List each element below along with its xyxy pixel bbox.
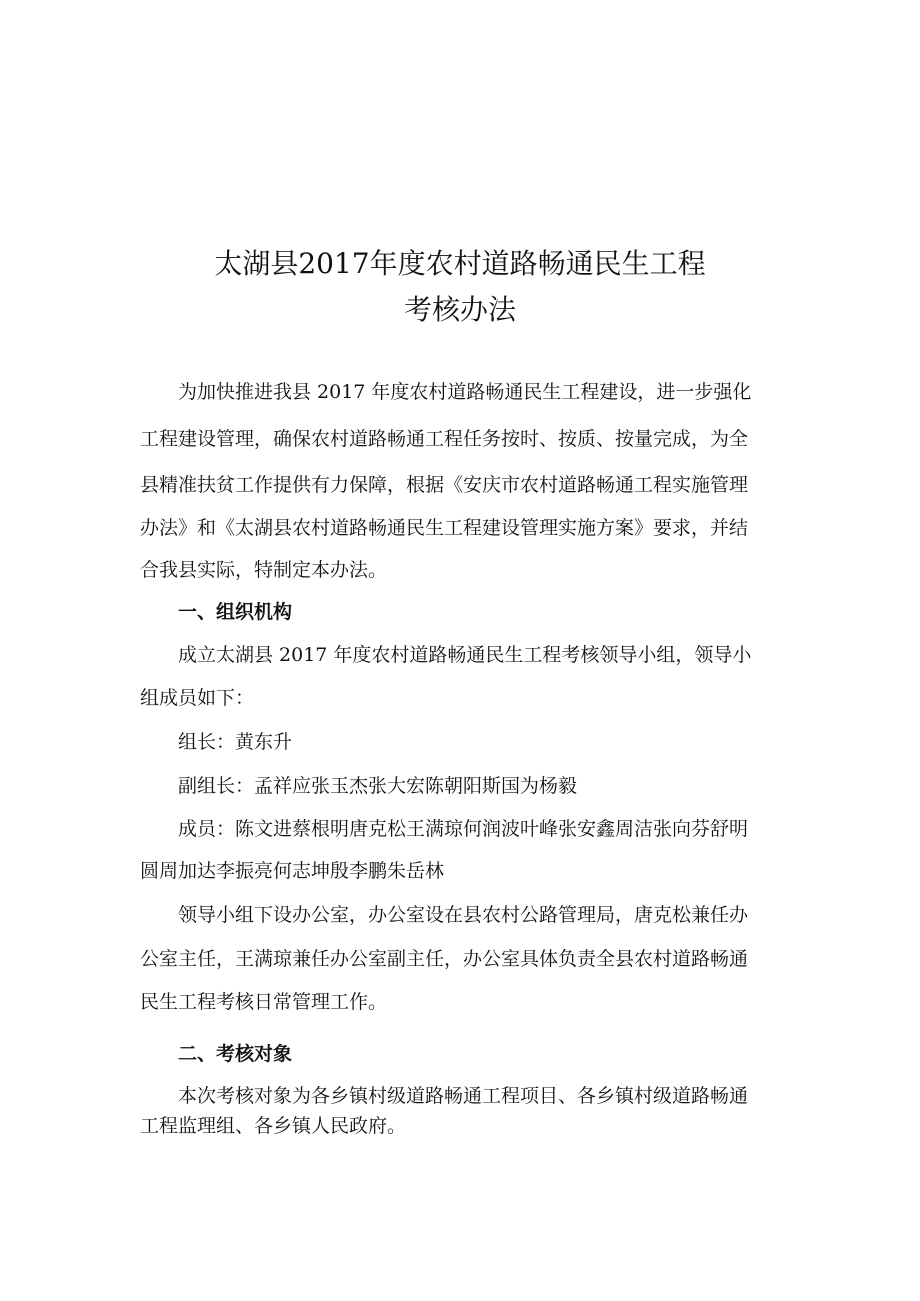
intro-line-3: 县精准扶贫工作提供有力保障，根据《安庆市农村道路畅通工程实施管理 [140,474,749,496]
section-heading-organization: 一、组织机构 [178,601,293,623]
deputy-leader-line: 副组长：孟祥应张玉杰张大宏陈朝阳斯国为杨毅 [178,775,578,797]
document-title-line-1: 太湖县2017年度农村道路畅通民生工程 [214,247,706,280]
document-title-line-2: 考核办法 [403,293,516,326]
section-heading-assessment-targets: 二、考核对象 [178,1043,293,1065]
office-line-3: 民生工程考核日常管理工作。 [140,991,388,1013]
members-line-2: 圆周加达李振亮何志坤殷李鹏朱岳林 [140,860,445,882]
office-line-2: 公室主任，王满琼兼任办公室副主任，办公室具体负责全县农村道路畅通 [140,948,749,970]
section1-paragraph-line-1: 成立太湖县 2017 年度农村道路畅通民生工程考核领导小组，领导小 [178,644,752,666]
intro-line-1: 为加快推进我县 2017 年度农村道路畅通民生工程建设，进一步强化 [178,381,752,403]
section1-paragraph-line-2: 组成员如下： [140,687,255,709]
group-leader-line: 组长：黄东升 [178,731,293,753]
intro-line-5: 合我县实际，特制定本办法。 [140,559,388,581]
section2-paragraph-line-2: 工程监理组、各乡镇人民政府。 [140,1115,407,1137]
intro-line-4: 办法》和《太湖县农村道路畅通民生工程建设管理实施方案》要求，并结 [140,517,749,539]
office-line-1: 领导小组下设办公室，办公室设在县农村公路管理局，唐克松兼任办 [178,904,749,926]
members-line-1: 成员：陈文进蔡根明唐克松王满琼何润波叶峰张安鑫周洁张向芬舒明 [178,818,749,840]
intro-line-2: 工程建设管理，确保农村道路畅通工程任务按时、按质、按量完成，为全 [140,428,749,450]
section2-paragraph-line-1: 本次考核对象为各乡镇村级道路畅通工程项目、各乡镇村级道路畅通 [178,1085,749,1107]
